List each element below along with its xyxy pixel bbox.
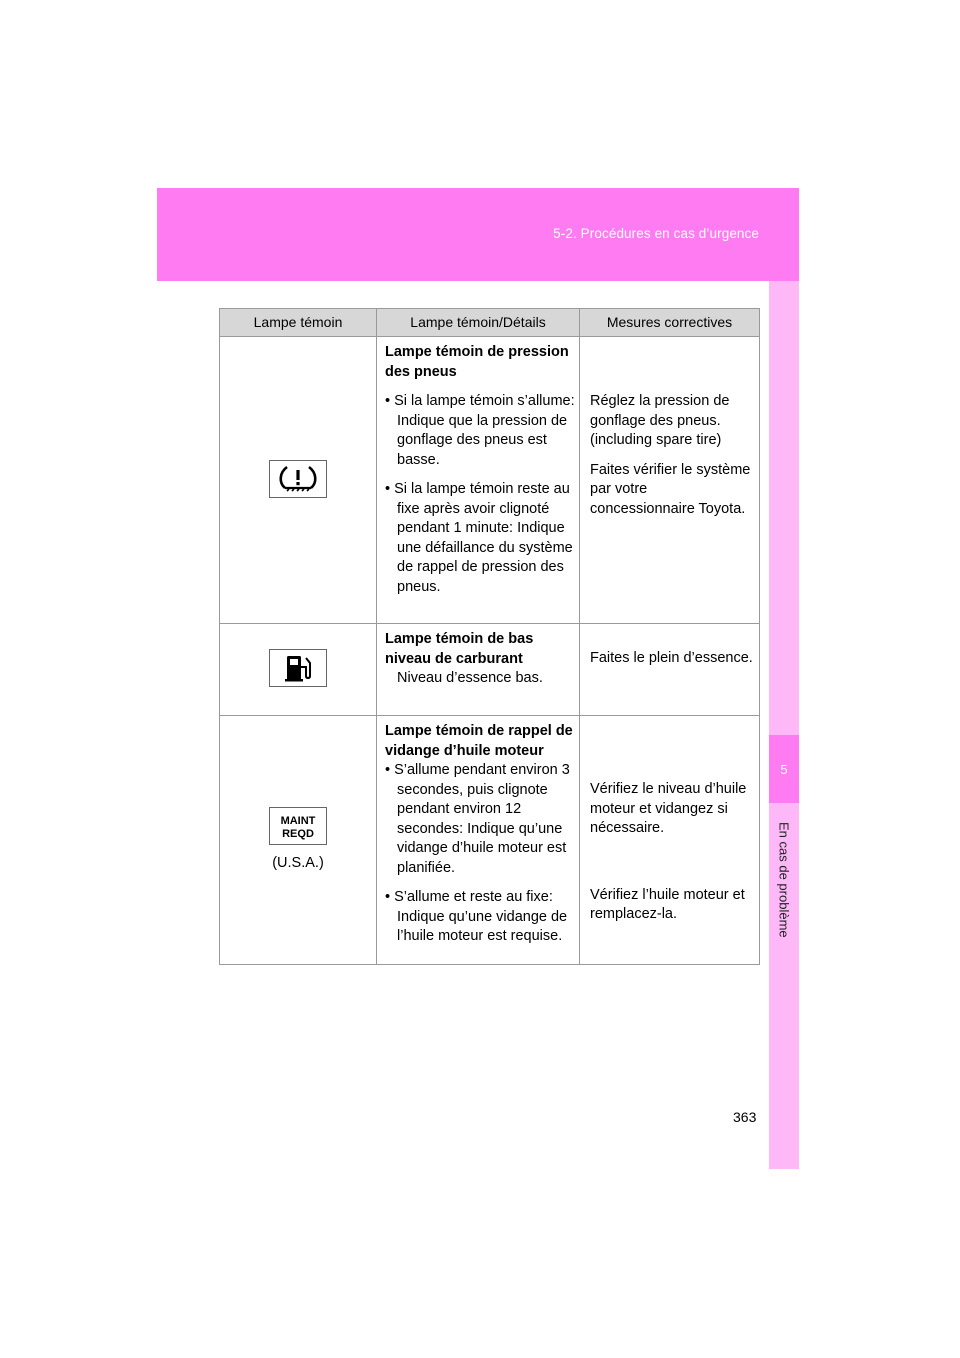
actions-cell (580, 716, 760, 965)
action-item-note: (including spare tire) (590, 432, 722, 448)
action-item: Vérifiez l’huile moteur et remplacez-la. (590, 886, 745, 922)
chapter-label-text: En cas de problème (776, 822, 792, 938)
col-header-actions: Mesures correctives (580, 309, 760, 337)
header-band (157, 188, 799, 281)
detail-item: • S’allume et reste au fixe: Indique qu’une vidange de l’huile moteur est requise. (385, 889, 568, 944)
action-item: Réglez la pression de gonflage des pneus. (590, 393, 730, 429)
chapter-label (769, 810, 799, 950)
lamp-title: Lampe témoin de rappel de vidange d’huile moteur (385, 723, 573, 759)
page-number: 363 (733, 1109, 757, 1125)
col-header-details: Lampe témoin/Détails (377, 309, 580, 337)
section-title: 5-2. Procédures en cas d’urgence (553, 226, 759, 241)
side-tab (769, 281, 799, 1169)
detail-item: • Si la lampe témoin s’allume: Indique que la pression de gonflage des pneus est basse. (385, 393, 575, 468)
region-caption: (U.S.A.) (272, 854, 324, 871)
lamp-cell (220, 337, 377, 624)
actions-cell (580, 624, 760, 716)
lamp-cell (220, 624, 377, 716)
table-row (220, 624, 760, 716)
detail-item: Niveau d’essence bas. (397, 670, 543, 686)
lamp-title: Lampe témoin de pression des pneus (385, 344, 569, 380)
action-item: Vérifiez le niveau d’huile moteur et vidangez si nécessaire. (590, 781, 747, 836)
table-row (220, 716, 760, 965)
table-header-row (220, 309, 760, 337)
maint-label: MAINT (280, 815, 316, 827)
action-item: Faites le plein d’essence. (590, 650, 753, 666)
detail-item: • Si la lampe témoin reste au fixe après avoir clignoté pendant 1 minute: Indique une défaillance du système de rappel de pression des pneus. (385, 481, 573, 595)
lamp-cell (220, 716, 377, 965)
col-header-lamp: Lampe témoin (220, 309, 377, 337)
chapter-number: 5 (769, 735, 799, 803)
tire-pressure-warning-icon (269, 460, 327, 498)
actions-cell (580, 337, 760, 624)
details-cell (377, 624, 580, 716)
details-cell (377, 716, 580, 965)
details-cell (377, 337, 580, 624)
action-item: Faites vérifier le système par votre concessionnaire Toyota. (590, 461, 751, 517)
warning-lights-table (219, 308, 760, 965)
maint-reqd-icon (269, 807, 327, 845)
reqd-label: REQD (282, 828, 314, 840)
lamp-title: Lampe témoin de bas niveau de carburant (385, 631, 534, 667)
detail-item: • S’allume pendant environ 3 secondes, puis clignote pendant environ 12 secondes: Indique qu’une vidange d’huile moteur est planifiée. (385, 762, 570, 876)
table-row (220, 337, 760, 624)
fuel-pump-icon (269, 649, 327, 687)
